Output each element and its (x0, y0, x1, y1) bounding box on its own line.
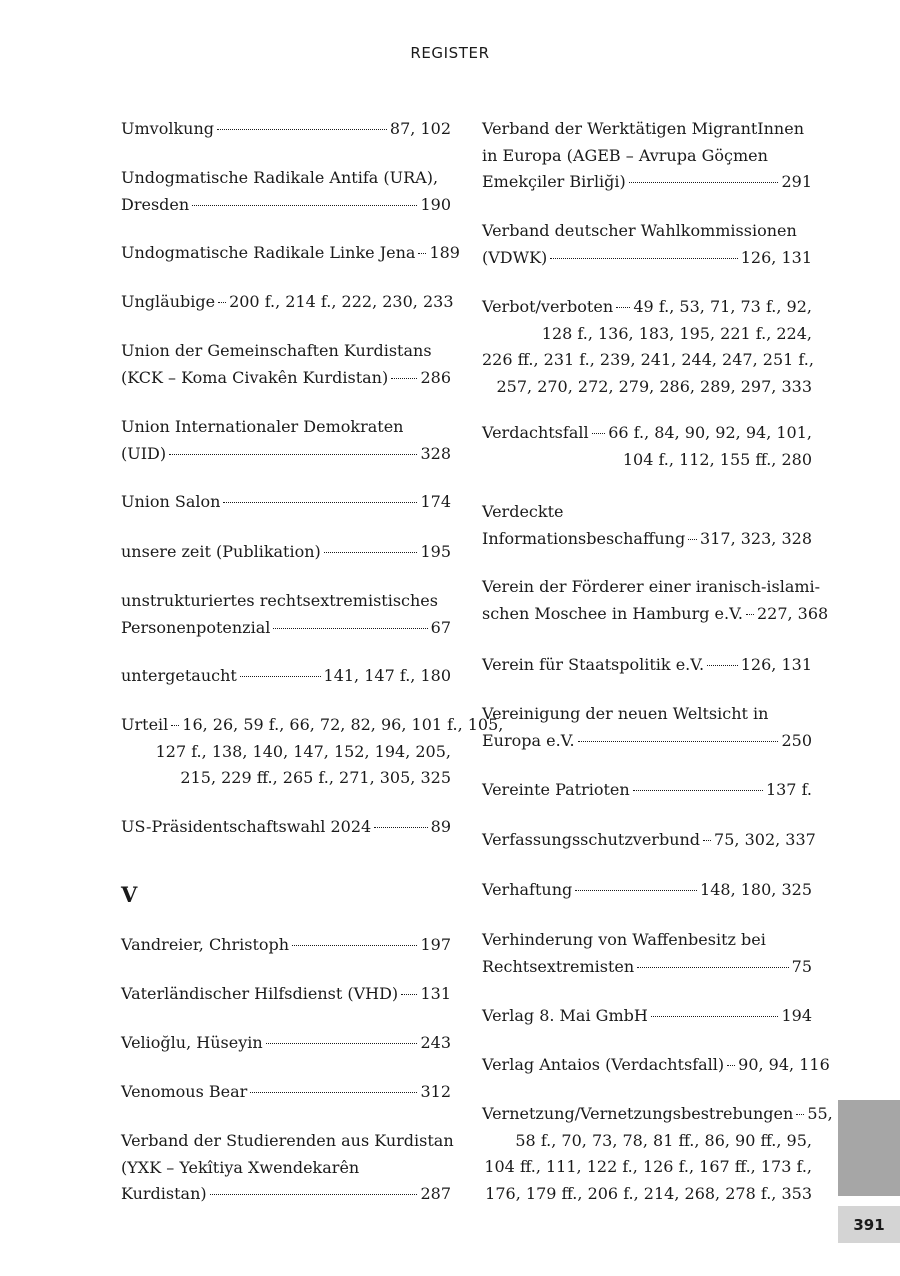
index-pages-continued: 58 f., 70, 73, 78, 81 ff., 86, 90 ff., 95, (515, 1130, 812, 1150)
dot-leader (707, 665, 738, 666)
index-term: Vernetzung/Vernetzungsbestrebungen (482, 1104, 794, 1123)
index-term: Verdachtsfall (482, 423, 589, 442)
index-pages: 317, 323, 328 (700, 528, 812, 548)
index-entry (482, 827, 816, 854)
index-term: in Europa (AGEB – Avrupa Göçmen (482, 145, 768, 165)
index-term: Vereinte Patrioten (482, 780, 630, 799)
index-pages: 189 (429, 243, 460, 262)
index-pages: 55, (807, 1104, 833, 1123)
index-pages: 291 (781, 172, 812, 191)
index-entry (121, 981, 451, 1008)
index-pages: 243 (420, 1033, 451, 1052)
dot-leader (633, 790, 763, 791)
dot-leader (217, 129, 387, 130)
index-term: Venomous Bear (121, 1082, 248, 1101)
index-entry (482, 927, 812, 980)
index-term: Verlag 8. Mai GmbH (482, 1006, 648, 1025)
index-entry (121, 1030, 451, 1057)
index-entry (482, 499, 812, 552)
thumb-index-tab (838, 1100, 900, 1196)
index-term: Umvolkung (121, 119, 214, 138)
index-term: Verband deutscher Wahlkommissionen (482, 221, 797, 240)
index-entry (121, 489, 451, 516)
index-term: Urteil (121, 715, 169, 734)
dot-leader (273, 628, 427, 629)
index-entry (482, 777, 812, 804)
index-entry (121, 338, 451, 391)
index-pages: 197 (420, 935, 451, 954)
index-entry (482, 294, 812, 400)
index-pages: 75 (791, 956, 812, 976)
dot-leader (592, 433, 606, 434)
index-pages: 75, 302, 337 (714, 830, 816, 849)
index-pages: 200 f., 214 f., 222, 230, 233 (229, 292, 454, 311)
section-letter: V (121, 882, 138, 907)
index-term: Velioğlu, Hüseyin (121, 1033, 263, 1052)
index-pages: 286 (420, 367, 451, 387)
dot-leader (292, 945, 417, 946)
index-entry (482, 116, 812, 196)
index-entry (482, 1052, 830, 1079)
index-pages-continued: 226 ff., 231 f., 239, 241, 244, 247, 251 f., (482, 350, 814, 369)
dot-leader (651, 1016, 779, 1017)
index-pages: 287 (420, 1184, 451, 1203)
index-term: Informationsbeschaffung (482, 528, 686, 548)
index-pages: 66 f., 84, 90, 92, 94, 101, (608, 423, 812, 442)
index-pages: 250 (781, 730, 812, 750)
index-term: Rechtsextremisten (482, 956, 635, 976)
index-term: Verfassungsschutzverbund (482, 830, 701, 849)
index-entry (121, 588, 451, 641)
index-term: Union Salon (121, 492, 221, 511)
dot-leader (418, 253, 426, 254)
dot-leader (391, 378, 417, 379)
index-pages: 190 (420, 194, 451, 214)
index-term: US-Präsidentschaftswahl 2024 (121, 817, 372, 836)
index-entry (121, 539, 451, 566)
index-term: (VDWK) (482, 247, 548, 267)
dot-leader (324, 552, 418, 553)
index-entry (121, 814, 451, 841)
dot-leader (250, 1092, 417, 1093)
index-term: Vaterländischer Hilfsdienst (VHD) (121, 984, 399, 1003)
dot-leader (629, 182, 779, 183)
dot-leader (575, 890, 697, 891)
index-entry (121, 712, 504, 792)
index-pages: 67 (430, 617, 451, 637)
page-number: 391 (838, 1206, 900, 1243)
index-term: Verdeckte (482, 502, 564, 521)
index-pages-continued: 127 f., 138, 140, 147, 152, 194, 205, (155, 741, 451, 761)
index-entry (482, 218, 812, 271)
index-pages-continued: 176, 179 ff., 206 f., 214, 268, 278 f., 353 (485, 1183, 812, 1203)
dot-leader (727, 1065, 735, 1066)
index-pages: 312 (420, 1082, 451, 1101)
index-term: Europa e.V. (482, 730, 575, 750)
index-entry (482, 574, 829, 627)
index-pages-continued: 104 f., 112, 155 ff., 280 (622, 449, 812, 469)
index-pages: 227, 368 (756, 603, 829, 623)
index-pages: 16, 26, 59 f., 66, 72, 82, 96, 101 f., 105, (182, 715, 504, 734)
index-pages: 148, 180, 325 (700, 880, 812, 899)
dot-leader (169, 454, 417, 455)
dot-leader (266, 1043, 418, 1044)
index-pages: 49 f., 53, 71, 73 f., 92, (633, 297, 812, 316)
index-entry (482, 701, 812, 754)
index-pages: 195 (420, 542, 451, 561)
index-term: (UID) (121, 443, 167, 463)
index-term: (YXK – Yekîtiya Xwendekarên (121, 1157, 360, 1177)
index-pages: 141, 147 f., 180 (323, 666, 451, 685)
index-pages: 194 (781, 1006, 812, 1025)
index-term: unstrukturiertes rechtsextremistisches (121, 591, 438, 610)
index-term: schen Moschee in Hamburg e.V. (482, 603, 743, 623)
index-term: Vandreier, Christoph (121, 935, 290, 954)
index-term: Emekçiler Birliği) (482, 172, 626, 191)
dot-leader (637, 967, 788, 968)
index-pages-continued: 215, 229 ff., 265 f., 271, 305, 325 (180, 768, 451, 787)
index-term: Vereinigung der neuen Weltsicht in (482, 704, 769, 723)
index-pages: 126, 131 (740, 655, 812, 674)
running-header: REGISTER (410, 44, 490, 62)
index-entry (121, 414, 451, 467)
index-term: Ungläubige (121, 292, 216, 311)
index-term: Undogmatische Radikale Linke Jena (121, 243, 416, 262)
dot-leader (688, 539, 697, 540)
dot-leader (240, 676, 321, 677)
index-entry (121, 165, 451, 218)
dot-leader (746, 614, 754, 615)
index-pages-continued: 128 f., 136, 183, 195, 221 f., 224, (541, 323, 812, 343)
index-pages: 131 (420, 984, 451, 1003)
index-entry (482, 877, 812, 904)
index-term: untergetaucht (121, 666, 237, 685)
index-entry (121, 1128, 454, 1208)
index-pages: 126, 131 (740, 247, 812, 267)
index-term: Union der Gemeinschaften Kurdistans (121, 341, 432, 360)
index-term: Union Internationaler Demokraten (121, 417, 404, 436)
index-pages: 90, 94, 116 (738, 1055, 830, 1074)
index-pages: 87, 102 (389, 119, 451, 138)
dot-leader (703, 840, 711, 841)
index-pages: 137 f. (765, 780, 812, 799)
index-term: Dresden (121, 194, 190, 214)
index-term: Kurdistan) (121, 1184, 207, 1203)
index-term: Verhinderung von Waffenbesitz bei (482, 930, 766, 949)
dot-leader (550, 258, 737, 259)
index-entry (482, 1003, 812, 1030)
index-term: (KCK – Koma Civakên Kurdistan) (121, 367, 389, 387)
dot-leader (192, 205, 417, 206)
dot-leader (210, 1194, 418, 1195)
index-entry (121, 289, 454, 316)
index-pages: 328 (420, 443, 451, 463)
index-entry (121, 663, 451, 690)
dot-leader (171, 725, 179, 726)
dot-leader (223, 502, 417, 503)
dot-leader (616, 307, 630, 308)
index-term: Verband der Studierenden aus Kurdistan (121, 1131, 454, 1150)
index-term: Verbot/verboten (482, 297, 614, 316)
index-entry (121, 116, 451, 143)
index-pages: 89 (430, 817, 451, 836)
index-pages-continued: 104 ff., 111, 122 f., 126 f., 167 ff., 173 f., (484, 1157, 812, 1176)
dot-leader (578, 741, 779, 742)
index-entry (121, 932, 451, 959)
dot-leader (401, 994, 417, 995)
index-term: Personenpotenzial (121, 617, 271, 637)
index-entry (121, 240, 460, 267)
index-entry (482, 1101, 833, 1207)
index-entry (482, 652, 812, 679)
dot-leader (374, 827, 427, 828)
index-term: Undogmatische Radikale Antifa (URA), (121, 168, 439, 187)
index-pages-continued: 257, 270, 272, 279, 286, 289, 297, 333 (496, 376, 812, 396)
index-entry (482, 420, 812, 473)
index-term: Verlag Antaios (Verdachtsfall) (482, 1055, 725, 1074)
index-term: Verein für Staatspolitik e.V. (482, 655, 705, 674)
index-term: unsere zeit (Publikation) (121, 542, 321, 561)
index-term: Verband der Werktätigen MigrantInnen (482, 119, 804, 138)
dot-leader (796, 1114, 804, 1115)
index-entry (121, 1079, 451, 1106)
index-pages: 174 (420, 492, 451, 511)
index-term: Verhaftung (482, 880, 573, 899)
index-term: Verein der Förderer einer iranisch-islami- (482, 577, 821, 596)
dot-leader (218, 302, 226, 303)
